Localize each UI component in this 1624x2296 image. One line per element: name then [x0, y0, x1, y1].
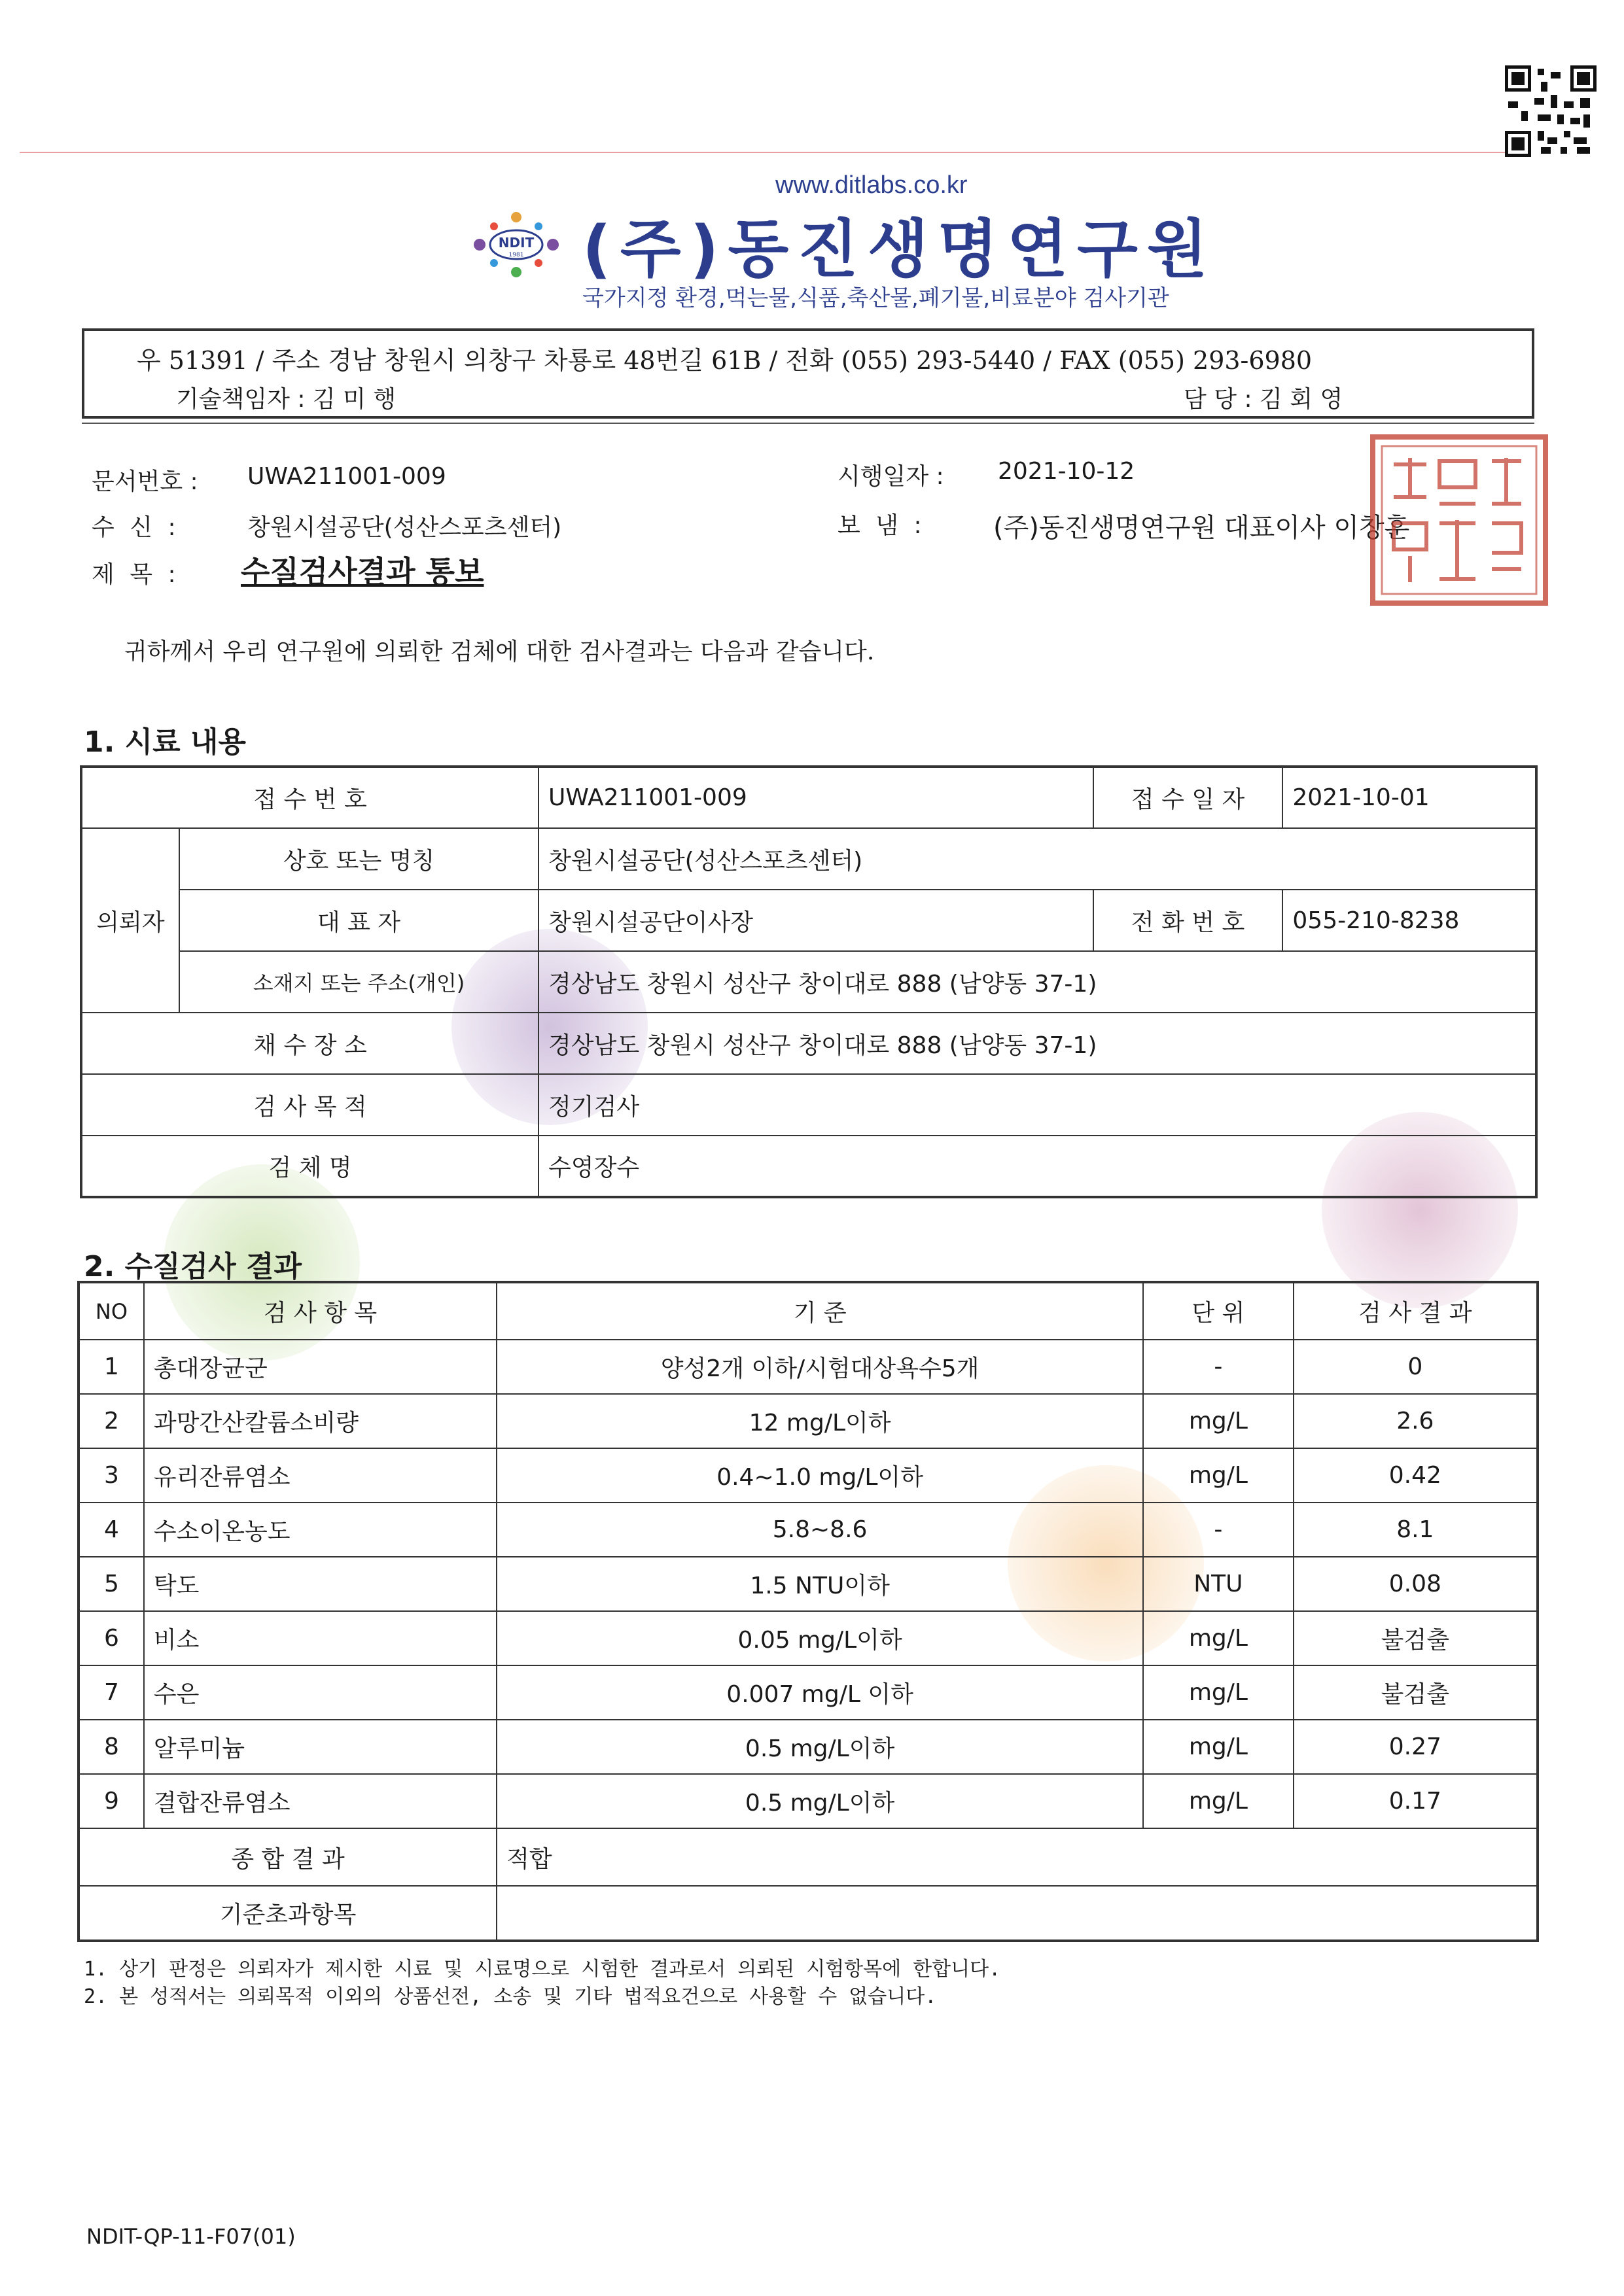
row-no: 1: [79, 1340, 144, 1394]
row-result: 0.27: [1294, 1720, 1538, 1774]
intro-text: 귀하께서 우리 연구원에 의뢰한 검체에 대한 검사결과는 다음과 같습니다.: [124, 638, 875, 665]
person-in-charge: 담 당 : 김 회 영: [1184, 386, 1343, 413]
col-unit: 단 위: [1143, 1282, 1294, 1340]
rep-label: 대 표 자: [179, 890, 538, 951]
table-row: [79, 1394, 1538, 1448]
sample-label: 검 체 명: [81, 1136, 538, 1197]
qr-code-icon: [1505, 65, 1597, 157]
row-result: 8.1: [1294, 1503, 1538, 1557]
row-unit: mg/L: [1143, 1448, 1294, 1503]
subject-label: 제 목 :: [92, 561, 180, 588]
exceed-label: 기준초과항목: [79, 1886, 497, 1941]
sender-label: 보 냄 :: [838, 512, 926, 539]
row-unit: -: [1143, 1340, 1294, 1394]
footnote-1: 1. 상기 판정은 의뢰자가 제시한 시료 및 시료명으로 시험한 결과로서 의뢰된 시험항목에 한합니다.: [84, 1958, 1001, 1981]
top-divider: [20, 152, 1544, 153]
row-standard: 양성2개 이하/시험대상욕수5개: [497, 1340, 1143, 1394]
logo-text: NDIT: [498, 235, 535, 251]
client-label: 의뢰자: [81, 828, 179, 1013]
overall-result: 적합: [497, 1828, 1538, 1886]
sampling: 경상남도 창원시 성산구 창이대로 888 (남양동 37-1): [538, 1013, 1536, 1074]
tech-manager: 기술책임자 : 김 미 행: [176, 386, 397, 413]
rep: 창원시설공단이사장: [538, 890, 1093, 951]
row-item: 과망간산칼륨소비량: [144, 1394, 497, 1448]
table-row: [79, 1340, 1538, 1394]
row-standard: 0.5 mg/L이하: [497, 1720, 1143, 1774]
table-row: [79, 1611, 1538, 1665]
row-standard: 12 mg/L이하: [497, 1394, 1143, 1448]
company-label: 상호 또는 명칭: [179, 828, 538, 890]
exceed-items: [497, 1886, 1538, 1941]
table-row: [79, 1557, 1538, 1611]
contact-divider: [82, 423, 1534, 424]
receipt-no-label: 접 수 번 호: [81, 767, 538, 828]
row-unit: mg/L: [1143, 1394, 1294, 1448]
recipient-label: 수 신 :: [92, 514, 180, 541]
section2-title: 2. 수질검사 결과: [84, 1250, 302, 1283]
phone: 055-210-8238: [1282, 890, 1536, 951]
website-url: www.ditlabs.co.kr: [775, 171, 968, 199]
form-code: NDIT-QP-11-F07(01): [86, 2224, 296, 2249]
row-no: 3: [79, 1448, 144, 1503]
col-item: 검 사 항 목: [144, 1282, 497, 1340]
org-tagline: 국가지정 환경,먹는물,식품,축산물,폐기물,비료분야 검사기관: [582, 285, 1169, 311]
table-row: [79, 1720, 1538, 1774]
section1-title: 1. 시료 내용: [84, 725, 246, 759]
row-result: 0.42: [1294, 1448, 1538, 1503]
company: 창원시설공단(성산스포츠센터): [538, 828, 1536, 890]
row-unit: mg/L: [1143, 1720, 1294, 1774]
row-no: 7: [79, 1665, 144, 1720]
row-item: 결합잔류염소: [144, 1774, 497, 1828]
row-no: 8: [79, 1720, 144, 1774]
col-result: 검 사 결 과: [1294, 1282, 1538, 1340]
address-line: 우 51391 / 주소 경남 창원시 의창구 차룡로 48번길 61B / 전화 (055) 293-5440 / FAX (055) 293-6980: [137, 346, 1313, 375]
row-item: 알루미늄: [144, 1720, 497, 1774]
row-no: 6: [79, 1611, 144, 1665]
subject: 수질검사결과 통보: [241, 554, 484, 589]
row-result: 불검출: [1294, 1665, 1538, 1720]
row-item: 비소: [144, 1611, 497, 1665]
row-unit: mg/L: [1143, 1611, 1294, 1665]
address: 경상남도 창원시 성산구 창이대로 888 (남양동 37-1): [538, 951, 1536, 1013]
row-unit: -: [1143, 1503, 1294, 1557]
address-label: 소재지 또는 주소(개인): [179, 951, 538, 1013]
row-standard: 0.05 mg/L이하: [497, 1611, 1143, 1665]
receipt-date: 2021-10-01: [1282, 767, 1536, 828]
org-title: (주)동진생명연구원: [582, 213, 1217, 286]
contact-box: [82, 328, 1534, 419]
row-standard: 0.4~1.0 mg/L이하: [497, 1448, 1143, 1503]
table-row: [79, 1503, 1538, 1557]
purpose-label: 검 사 목 적: [81, 1074, 538, 1136]
row-item: 유리잔류염소: [144, 1448, 497, 1503]
ndit-logo: [468, 211, 565, 279]
sender: (주)동진생명연구원 대표이사 이창훈: [993, 513, 1410, 543]
row-no: 5: [79, 1557, 144, 1611]
row-standard: 0.5 mg/L이하: [497, 1774, 1143, 1828]
row-result: 0.08: [1294, 1557, 1538, 1611]
results-table: [77, 1281, 1539, 1942]
receipt-no: UWA211001-009: [538, 767, 1093, 828]
sample: 수영장수: [538, 1136, 1536, 1197]
sampling-label: 채 수 장 소: [81, 1013, 538, 1074]
row-result: 2.6: [1294, 1394, 1538, 1448]
receipt-date-label: 접 수 일 자: [1093, 767, 1283, 828]
row-standard: 1.5 NTU이하: [497, 1557, 1143, 1611]
official-seal: [1368, 432, 1551, 608]
col-no: NO: [79, 1282, 144, 1340]
col-standard: 기 준: [497, 1282, 1143, 1340]
phone-label: 전 화 번 호: [1093, 890, 1283, 951]
date-label: 시행일자 :: [838, 463, 944, 490]
row-item: 탁도: [144, 1557, 497, 1611]
table-row: [79, 1774, 1538, 1828]
purpose: 정기검사: [538, 1074, 1536, 1136]
doc-no: UWA211001-009: [247, 463, 446, 490]
overall-label: 종 합 결 과: [79, 1828, 497, 1886]
table-row: [79, 1665, 1538, 1720]
row-unit: NTU: [1143, 1557, 1294, 1611]
row-result: 0.17: [1294, 1774, 1538, 1828]
row-unit: mg/L: [1143, 1774, 1294, 1828]
row-standard: 5.8~8.6: [497, 1503, 1143, 1557]
row-item: 수은: [144, 1665, 497, 1720]
table-row: [79, 1448, 1538, 1503]
footnotes: [84, 1956, 1000, 2011]
sample-info-table: [80, 765, 1538, 1198]
footnote-2: 2. 본 성적서는 의뢰목적 이외의 상품선전, 소송 및 기타 법적요건으로 사용할 수 없습니다.: [84, 1985, 937, 2008]
row-no: 2: [79, 1394, 144, 1448]
date: 2021-10-12: [998, 458, 1135, 485]
doc-no-label: 문서번호 :: [92, 468, 198, 495]
logo-year: 1981: [508, 252, 524, 258]
row-item: 수소이온농도: [144, 1503, 497, 1557]
row-item: 총대장균군: [144, 1340, 497, 1394]
row-no: 9: [79, 1774, 144, 1828]
row-no: 4: [79, 1503, 144, 1557]
row-result: 불검출: [1294, 1611, 1538, 1665]
recipient: 창원시설공단(성산스포츠센터): [247, 514, 562, 541]
row-unit: mg/L: [1143, 1665, 1294, 1720]
row-result: 0: [1294, 1340, 1538, 1394]
row-standard: 0.007 mg/L 이하: [497, 1665, 1143, 1720]
